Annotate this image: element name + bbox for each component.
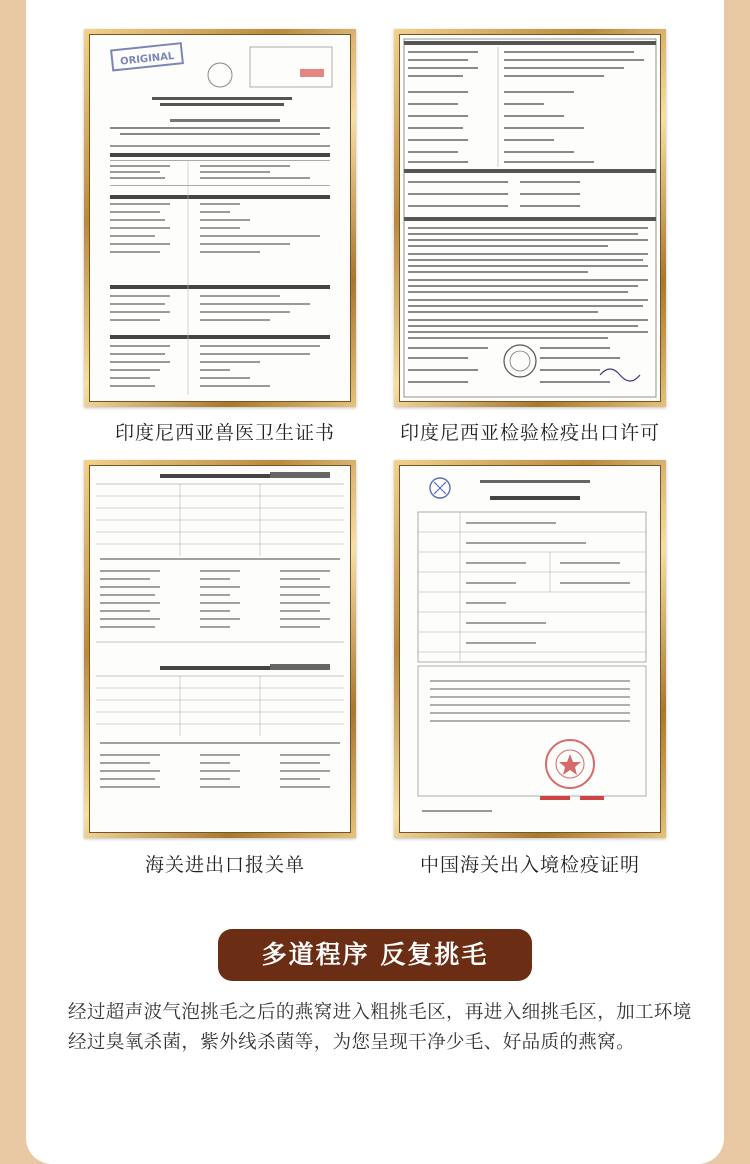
certificate-caption: 印度尼西亚检验检疫出口许可 xyxy=(399,422,660,444)
certificate-frame-customs-declaration xyxy=(84,460,356,838)
certificate-caption: 海关进出口报关单 xyxy=(144,854,305,876)
certificate-frame-china-customs-quarantine xyxy=(394,460,666,838)
certificate-document-image xyxy=(90,466,350,832)
description-text: 经过超声波气泡挑毛之后的燕窝进入粗挑毛区，再进入细挑毛区，加工环境经过臭氧杀菌，紫外线杀菌等，为您呈现干净少毛、好品质的燕窝。 xyxy=(68,1002,692,1053)
certificate-frame-indonesia-veterinary xyxy=(84,29,356,407)
original-stamp-text: ORIGINAL xyxy=(119,50,175,68)
certificate-frame-indonesia-export-permit xyxy=(394,29,666,407)
certificate-caption: 印度尼西亚兽医卫生证书 xyxy=(114,422,335,444)
certificate-document-image xyxy=(400,466,660,832)
section-banner-title: 多道程序 反复挑毛 xyxy=(218,929,532,981)
certificate-document-image xyxy=(90,35,350,401)
certificate-document-image xyxy=(400,35,660,401)
certificate-caption: 中国海关出入境检疫证明 xyxy=(419,854,640,876)
